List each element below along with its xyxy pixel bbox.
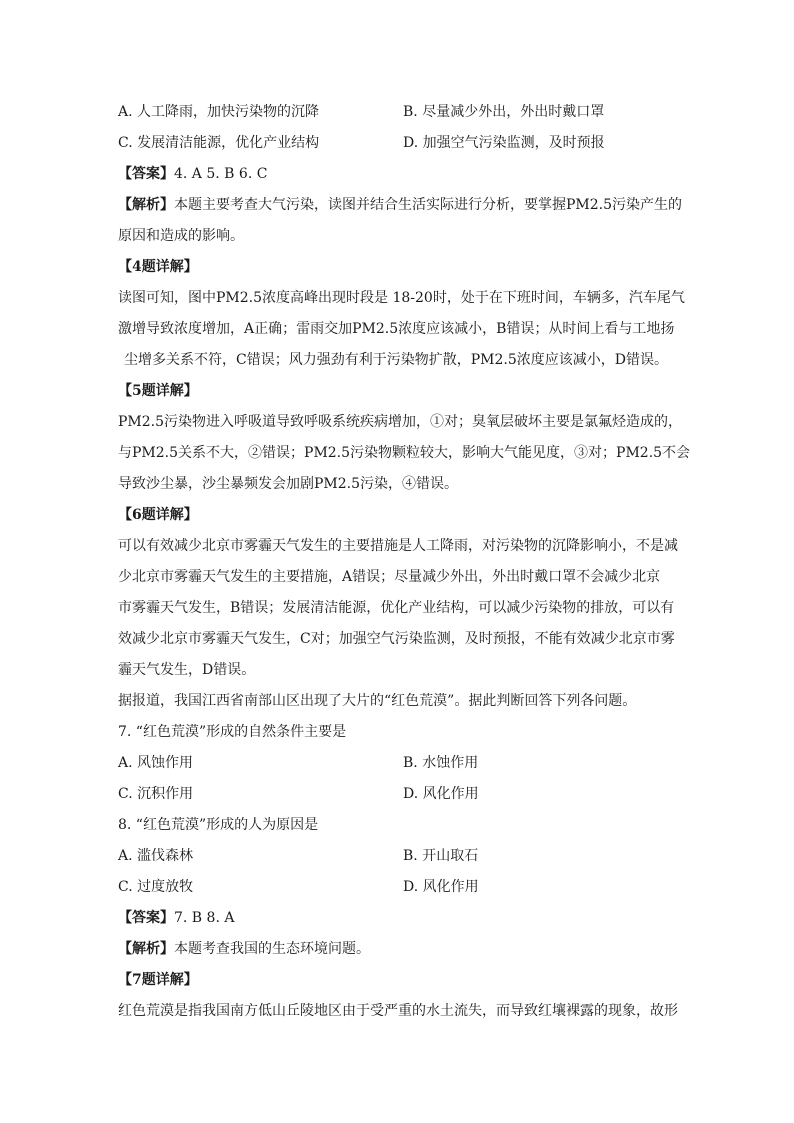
q8-option-b: B. 开山取石 [403,848,479,864]
q6-option-d: D. 加强空气污染监测，及时预报 [403,135,605,151]
analysis-label: 【解析】 [118,197,174,213]
detail-7-line-1: 红色荒漠是指我国南方低山丘陵地区由于受严重的水土流失，而导致红壤裸露的现象，故形 [118,1003,678,1019]
analysis-text: 本题考查我国的生态环境问题。 [174,941,370,957]
detail-6-line-3: 市雾霾天气发生，B错误；发展清洁能源，优化产业结构，可以减少污染物的排放，可以有 [118,600,675,616]
analysis-4-6-line-2: 原因和造成的影响。 [118,228,244,244]
answer-text: 7. B 8. A [174,910,235,926]
answer-text: 4. A 5. B 6. C [174,166,268,182]
detail-7-heading: 【7题详解】 [118,972,198,988]
q6-options-row-1 [118,97,678,128]
q6-option-b: B. 尽量减少外出，外出时戴口罩 [403,104,605,120]
q6-option-c: C. 发展清洁能源，优化产业结构 [118,135,320,151]
q8-options-row-1 [118,841,678,872]
analysis-label: 【解析】 [118,941,174,957]
q8-option-c: C. 过度放牧 [118,879,194,895]
answer-label: 【答案】 [118,166,174,182]
q8-stem: 8. “红色荒漠”形成的人为原因是 [118,817,319,833]
detail-6-line-1: 可以有效减少北京市雾霾天气发生的主要措施是人工降雨，对污染物的沉降影响小，不是减 [118,538,678,554]
detail-6-heading: 【6题详解】 [118,507,198,523]
passage-intro: 据报道，我国江西省南部山区出现了大片的“红色荒漠”。据此判断回答下列各问题。 [118,693,637,709]
q6-options-row-2 [118,128,678,159]
q7-option-c: C. 沉积作用 [118,786,194,802]
q6-option-a: A. 人工降雨，加快污染物的沉降 [118,104,320,120]
q7-option-d: D. 风化作用 [403,786,479,802]
q7-stem: 7. “红色荒漠”形成的自然条件主要是 [118,724,347,740]
detail-4-line-1: 读图可知，图中PM2.5浓度高峰出现时段是 18-20时，处于在下班时间，车辆多，汽车尾气 [118,290,685,306]
detail-5-line-2: 与PM2.5关系不大，②错误；PM2.5污染物颗粒较大，影响大气能见度，③对；PM2.5不会 [118,445,691,461]
q8-options-row-2 [118,872,678,903]
analysis-4-6-line-1 [118,190,683,221]
detail-4-line-2: 激增导致浓度增加，A正确；雷雨交加PM2.5浓度应该减小，B错误；从时间上看与工地扬 [118,321,675,337]
detail-5-line-1: PM2.5污染物进入呼吸道导致呼吸系统疾病增加，①对；臭氧层破坏主要是氯氟烃造成的， [118,414,683,430]
answer-7-8 [118,903,678,934]
q7-option-a: A. 风蚀作用 [118,755,194,771]
q7-options-row-1 [118,748,678,779]
detail-6-line-5: 霾天气发生，D错误。 [118,662,256,678]
detail-4-line-3: 尘增多关系不符，C错误；风力强劲有利于污染物扩散，PM2.5浓度应该减小，D错误。 [124,352,668,368]
detail-4-heading: 【4题详解】 [118,259,198,275]
detail-6-line-4: 效减少北京市雾霾天气发生，C对；加强空气污染监测，及时预报，不能有效减少北京市雾 [118,631,675,647]
detail-6-line-2: 少北京市雾霾天气发生的主要措施，A错误；尽量减少外出，外出时戴口罩不会减少北京 [118,569,661,585]
analysis-7-8 [118,934,678,965]
q8-option-d: D. 风化作用 [403,879,479,895]
q8-option-a: A. 滥伐森林 [118,848,194,864]
answer-label: 【答案】 [118,910,174,926]
analysis-text: 本题主要考查大气污染，读图并结合生活实际进行分析，要掌握PM2.5污染产生的 [174,197,683,213]
q7-option-b: B. 水蚀作用 [403,755,479,771]
document-page [118,97,691,1027]
detail-5-line-3: 导致沙尘暴，沙尘暴频发会加剧PM2.5污染，④错误。 [118,476,459,492]
detail-5-heading: 【5题详解】 [118,383,198,399]
answer-4-6 [118,159,678,190]
q7-options-row-2 [118,779,678,810]
